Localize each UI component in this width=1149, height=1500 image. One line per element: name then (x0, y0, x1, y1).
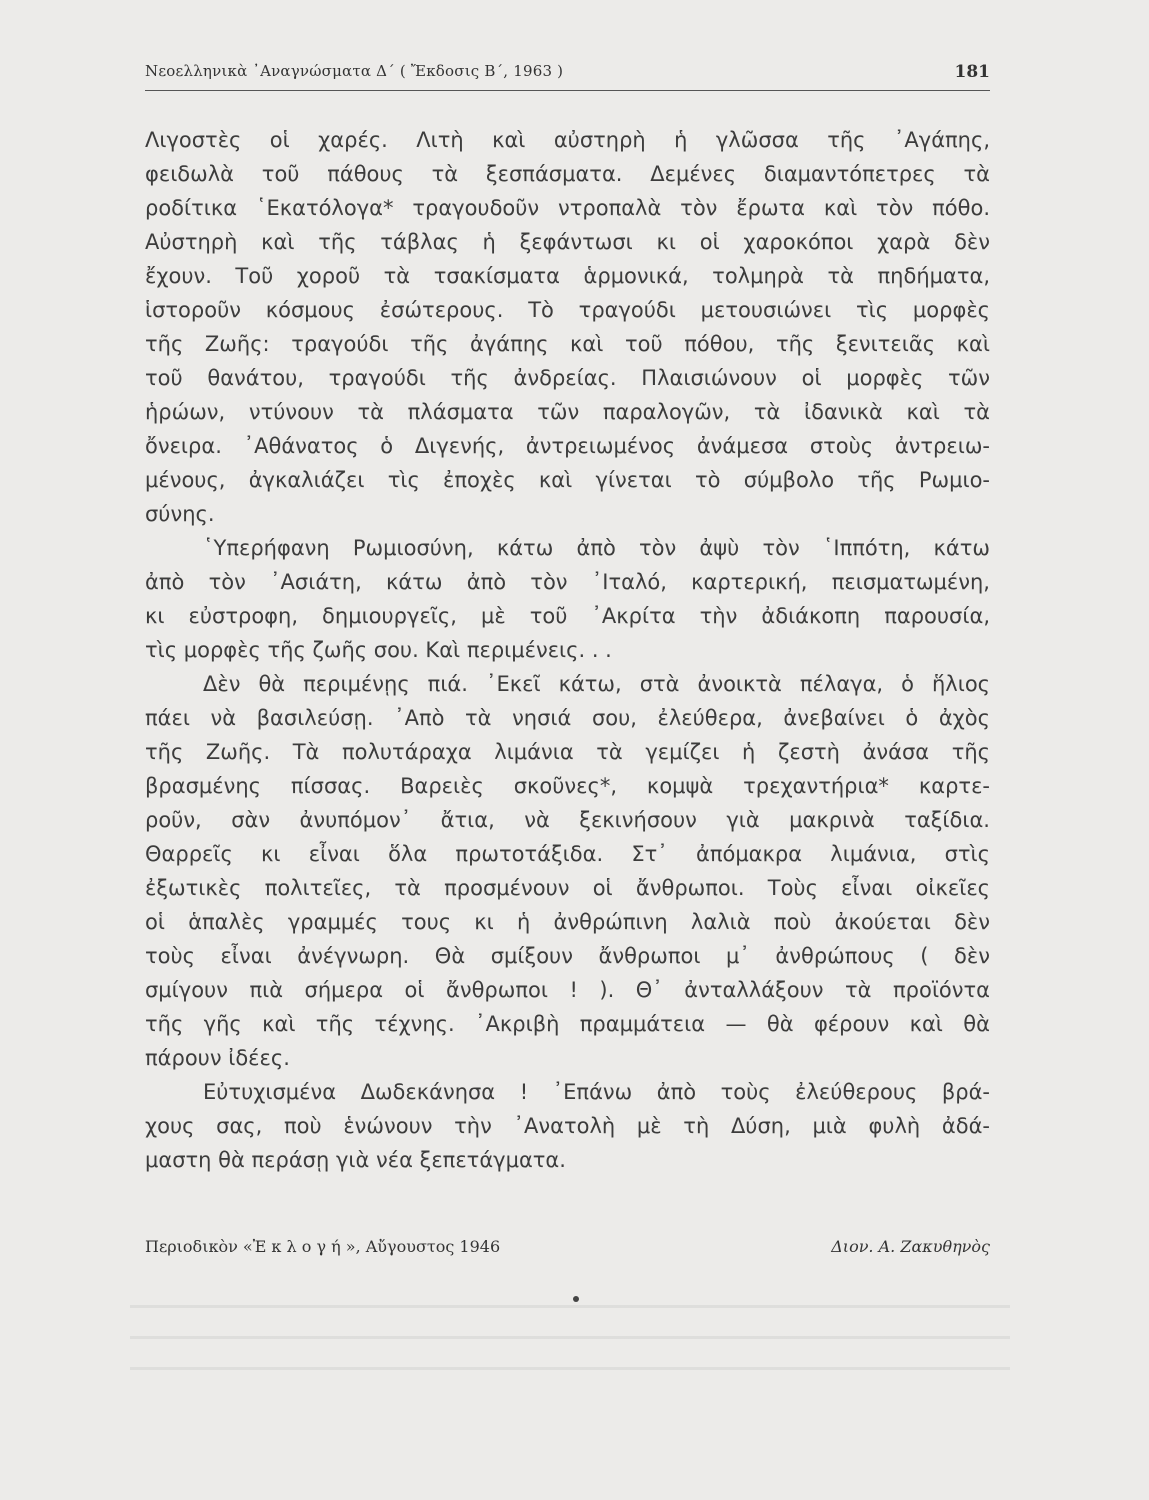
text-line: Λιγοστὲς οἱ χαρές. Λιτὴ καὶ αὐστηρὴ ἡ γλῶσσα τῆς ᾿Αγάπης, (145, 128, 990, 152)
text-line: Δὲν θὰ περιμένῃς πιά. ᾿Εκεῖ κάτω, στὰ ἀνοικτὰ πέλαγα, ὁ ἥλιος (203, 672, 990, 696)
text-line: τῆς Ζωῆς. Τὰ πολυτάραχα λιμάνια τὰ γεμίζει ἡ ζεστὴ ἀνάσα τῆς (145, 740, 990, 764)
running-header (145, 60, 990, 91)
author-name: Διον. Α. Ζακυθηνὸς (831, 1237, 990, 1256)
text-line: Εὐτυχισμένα Δωδεκάνησα ! ᾿Επάνω ἀπὸ τοὺς ἐλεύθερους βρά- (203, 1080, 990, 1104)
text-line: οἱ ἁπαλὲς γραμμές τους κι ἡ ἀνθρώπινη λαλιὰ ποὺ ἀκούεται δὲν (145, 910, 990, 934)
paragraph (145, 667, 990, 1075)
text-line: μαστη θὰ περάσῃ γιὰ νέα ξεπετάγματα. (145, 1148, 566, 1172)
text-line: Αὐστηρὴ καὶ τῆς τάβλας ἡ ξεφάντωσι κι οἱ χαροκόποι χαρὰ δὲν (145, 230, 990, 254)
text-line: ἱστοροῦν κόσμους ἐσώτερους. Τὸ τραγούδι μετουσιώνει τὶς μορφὲς (145, 298, 990, 322)
text-line: χους σας, ποὺ ἑνώνουν τὴν ᾿Ανατολὴ μὲ τὴ Δύση, μιὰ φυλὴ ἀδά- (145, 1114, 990, 1138)
paragraph (145, 531, 990, 667)
header-title: Νεοελληνικὰ ᾿Αναγνώσματα Δ΄ ( Ἔκδοσις Β΄, 1963 ) (145, 62, 564, 80)
text-line: ὄνειρα. ᾿Αθάνατος ὁ Διγενής, ἀντρειωμένος ἀνάμεσα στοὺς ἀντρειω- (145, 434, 990, 458)
text-line: ῾Υπερήφανη Ρωμιοσύνη, κάτω ἀπὸ τὸν ἀψὺ τὸν ῾Ιππότη, κάτω (203, 536, 990, 560)
ornament-dot (573, 1296, 579, 1302)
text-line: ἀπὸ τὸν ᾿Ασιάτη, κάτω ἀπὸ τὸν ᾿Ιταλό, καρτερική, πεισματωμένη, (145, 570, 990, 594)
paragraph (145, 123, 990, 531)
text-line: τοὺς εἶναι ἀνέγνωρη. Θὰ σμίξουν ἄνθρωποι μ᾿ ἀνθρώπους ( δὲν (145, 944, 990, 968)
bleed-through-background (130, 1305, 1010, 1395)
text-line: κι εὐστροφη, δημιουργεῖς, μὲ τοῦ ᾿Ακρίτα τὴν ἀδιάκοπη παρουσία, (145, 604, 990, 628)
source-citation: Περιοδικὸν «Ἐ κ λ ο γ ή », Αὔγουστος 1946 (145, 1237, 501, 1256)
text-line: τῆς γῆς καὶ τῆς τέχνης. ᾿Ακριβὴ πραμμάτεια — θὰ φέρουν καὶ θὰ (145, 1012, 990, 1036)
text-line: φειδωλὰ τοῦ πάθους τὰ ξεσπάσματα. Δεμένες διαμαντόπετρες τὰ (145, 162, 990, 186)
text-line: βρασμένης πίσσας. Βαρειὲς σκοῦνες*, κομψὰ τρεχαντήρια* καρτε- (145, 774, 990, 798)
text-line: πάει νὰ βασιλεύσῃ. ᾿Απὸ τὰ νησιά σου, ἐλεύθερα, ἀνεβαίνει ὁ ἀχὸς (145, 706, 990, 730)
text-line: ροδίτικα ῾Εκατόλογα* τραγουδοῦν ντροπαλὰ τὸν ἔρωτα καὶ τὸν πόθο. (145, 196, 990, 220)
article-body (145, 123, 990, 1177)
citation (145, 1237, 990, 1263)
paragraph (145, 1075, 990, 1177)
text-line: ἔχουν. Τοῦ χοροῦ τὰ τσακίσματα ἁρμονικά, τολμηρὰ τὰ πηδήματα, (145, 264, 990, 288)
text-line: σμίγουν πιὰ σήμερα οἱ ἄνθρωποι ! ). Θ᾿ ἀνταλλάξουν τὰ προϊόντα (145, 978, 990, 1002)
page-number: 181 (954, 62, 990, 82)
text-line: ἐξωτικὲς πολιτεῖες, τὰ προσμένουν οἱ ἄνθρωποι. Τοὺς εἶναι οἰκεῖες (145, 876, 990, 900)
text-line: πάρουν ἰδέες. (145, 1046, 290, 1070)
text-line: Θαρρεῖς κι εἶναι ὅλα πρωτοτάξιδα. Στ᾿ ἀπόμακρα λιμάνια, στὶς (145, 842, 990, 866)
text-line: τὶς μορφὲς τῆς ζωῆς σου. Καὶ περιμένεις. . . (145, 638, 612, 662)
text-line: τῆς Ζωῆς: τραγούδι τῆς ἀγάπης καὶ τοῦ πόθου, τῆς ξενιτειᾶς καὶ (145, 332, 990, 356)
text-line: τοῦ θανάτου, τραγούδι τῆς ἀνδρείας. Πλαισιώνουν οἱ μορφὲς τῶν (145, 366, 990, 390)
text-line: ἡρώων, ντύνουν τὰ πλάσματα τῶν παραλογῶν, τὰ ἰδανικὰ καὶ τὰ (145, 400, 990, 424)
text-line: μένους, ἀγκαλιάζει τὶς ἐποχὲς καὶ γίνεται τὸ σύμβολο τῆς Ρωμιο- (145, 468, 990, 492)
text-line: ροῦν, σὰν ἀνυπόμον᾿ ἄτια, νὰ ξεκινήσουν γιὰ μακρινὰ ταξίδια. (145, 808, 990, 832)
text-line: σύνης. (145, 502, 215, 526)
